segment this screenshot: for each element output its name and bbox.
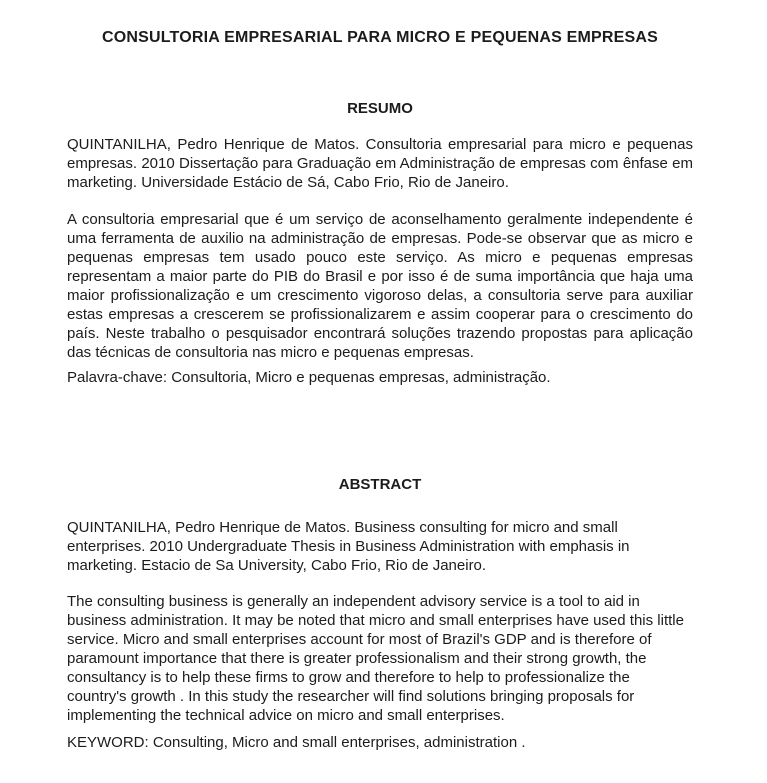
abstract-heading: ABSTRACT [338,476,422,493]
resumo-citation: QUINTANILHA, Pedro Henrique de Matos. Consultoria empresarial para micro e pequenas empresas. 2010 Dissertação para Graduação em Administração de empresas com ênfase em marketing. Universidade Estácio de Sá, Cabo Frio, Rio de Janeiro. [67,136,693,191]
resumo-heading: RESUMO [347,100,413,117]
abstract-keywords: KEYWORD: Consulting, Micro and small enterprises, administration . [67,734,526,751]
document-title: CONSULTORIA EMPRESARIAL PARA MICRO E PEQUENAS EMPRESAS [101,29,659,46]
abstract-body: The consulting business is generally an independent advisory service is a tool to aid in business administration. It may be noted that micro and small enterprises have used this little service. Micro and small enterprises account for most of Brazil's GDP and is therefore of paramount importance that there is greater professionalism and their strong growth, the consultancy is to help these firms to grow and therefore to help to professionalize the country's growth . In this study the researcher will find solutions bringing proposals for implementing the technical advice on micro and small enterprises. [67,593,684,724]
resumo-body: A consultoria empresarial que é um serviço de aconselhamento geralmente independente é uma ferramenta de auxilio na administração de empresas. Pode-se observar que as micro e pequenas empresas tem usado pouco este serviço. As micro e pequenas empresas representam a maior parte do PIB do Brasil e por isso é de suma importância que haja uma maior profissionalização e um crescimento vigoroso delas, a consultoria serve para auxiliar estas empresas a crescerem se profissionalizarem e assim cooperar para o crescimento do país. Neste trabalho o pesquisador encontrará soluções trazendo propostas para aplicação das técnicas de consultoria nas micro e pequenas empresas. [67,211,693,361]
abstract-citation: QUINTANILHA, Pedro Henrique de Matos. Business consulting for micro and small enterprises. 2010 Undergraduate Thesis in Business Administration with emphasis in marketing. Estacio de Sa University, Cabo Frio, Rio de Janeiro. [67,519,630,574]
resumo-keywords: Palavra-chave: Consultoria, Micro e pequenas empresas, administração. [67,369,551,386]
